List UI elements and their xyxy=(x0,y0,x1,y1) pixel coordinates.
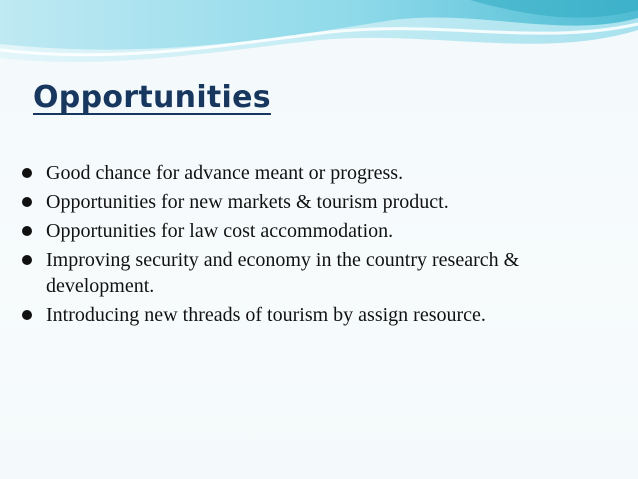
bullet-dot-icon xyxy=(22,226,32,236)
bullet-text: Improving security and economy in the country research & development. xyxy=(46,249,520,297)
bullet-text: Opportunities for law cost accommodation. xyxy=(46,220,394,242)
bullet-dot-icon xyxy=(22,255,32,265)
list-item xyxy=(18,189,618,215)
bullet-text: Opportunities for new markets & tourism product. xyxy=(46,191,449,213)
list-item xyxy=(18,218,618,244)
bullet-dot-icon xyxy=(22,197,32,207)
list-item xyxy=(18,302,618,328)
list-item xyxy=(18,160,618,186)
bullet-dot-icon xyxy=(22,168,32,178)
list-item xyxy=(18,247,618,299)
bullet-dot-icon xyxy=(22,310,32,320)
slide-title: Opportunities xyxy=(33,80,271,115)
bullet-text: Introducing new threads of tourism by assign resource. xyxy=(46,304,486,326)
header-wave-decoration xyxy=(0,0,638,80)
bullet-list xyxy=(18,160,618,331)
bullet-text: Good chance for advance meant or progress. xyxy=(46,162,404,184)
